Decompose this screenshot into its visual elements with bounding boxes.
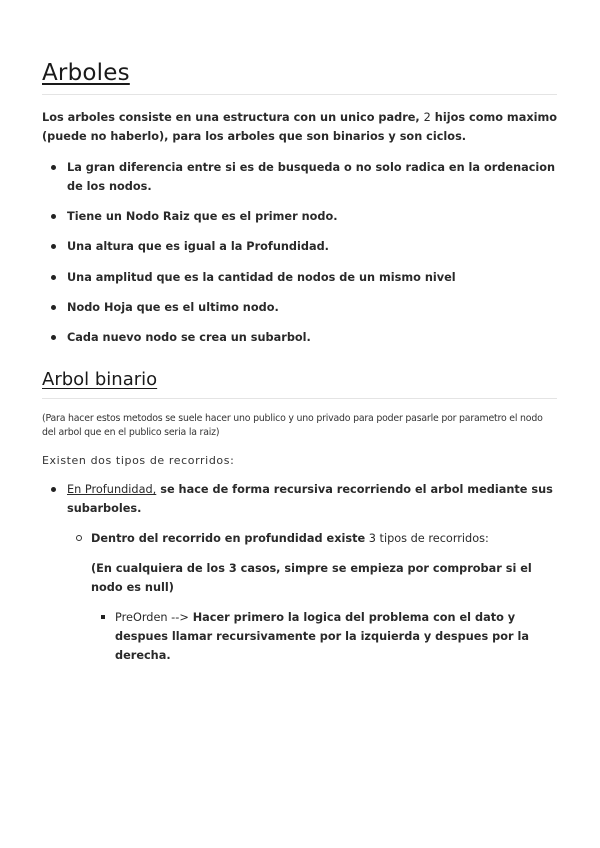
bullet-dot-icon <box>51 487 56 492</box>
preorden-description: Hacer primero la logica del problema con el dato y despues llamar recursivamente por la izquierda y despues por la derecha. <box>115 610 529 662</box>
intro-text-a: Los arboles consiste en una estructura con un unico padre, <box>42 111 424 124</box>
list-item <box>42 237 557 256</box>
intro-number: 2 <box>423 111 431 124</box>
list-item <box>42 328 557 347</box>
depth-description: se hace de forma recursiva recorriendo el arbol mediante sus subarboles. <box>67 482 553 515</box>
list-item <box>42 207 557 226</box>
intro-paragraph <box>42 108 557 146</box>
list-item-preorden <box>91 608 557 665</box>
null-check-note: (En cualquiera de los 3 casos, simpre se empieza por comprobar si el nodo es null) <box>91 561 532 594</box>
list-item-depth <box>42 480 557 665</box>
list-item-subtypes <box>67 529 557 665</box>
list-item <box>42 298 557 317</box>
list-item-text: Una amplitud que es la cantidad de nodos de un mismo nivel <box>67 270 456 284</box>
subtypes-plain: 3 tipos de recorridos: <box>365 531 489 545</box>
list-item-text: Nodo Hoja que es el ultimo nodo. <box>67 300 279 314</box>
intro-text-b: hijos como maximo (puede no haberlo), para los arboles que son binarios y son ciclos. <box>42 111 558 143</box>
bullet-dot-icon <box>51 305 56 310</box>
hollow-bullet-icon <box>76 535 82 541</box>
list-item-text: Cada nuevo nodo se crea un subarbol. <box>67 330 311 344</box>
bullet-dot-icon <box>51 214 56 219</box>
subtypes-bold: Dentro del recorrido en profundidad existe <box>91 531 366 545</box>
depth-sublist <box>67 529 557 665</box>
bullet-dot-icon <box>51 165 56 170</box>
square-bullet-icon <box>101 615 105 619</box>
bullet-dot-icon <box>51 275 56 280</box>
list-item-text: Una altura que es igual a la Profundidad. <box>67 240 329 254</box>
note-paragraph: (Para hacer estos metodos se suele hacer uno publico y uno privado para poder pasarle por parametro el nodo del arbol que en el publico seria la raiz) <box>42 412 543 438</box>
list-item-text: La gran diferencia entre si es de busqueda o no solo radica en la ordenacion de los nodos. <box>67 161 556 193</box>
depth-link[interactable]: En Profundidad, <box>67 482 157 496</box>
bullet-list <box>42 158 557 347</box>
list-item <box>42 158 557 196</box>
section-divider <box>42 398 557 399</box>
bullet-dot-icon <box>51 335 56 340</box>
preorden-label: PreOrden --> <box>115 610 189 624</box>
subtypes-list <box>91 608 557 665</box>
list-item <box>42 268 557 287</box>
bullet-dot-icon <box>51 244 56 249</box>
traversal-list <box>42 480 557 665</box>
title-divider <box>42 94 557 95</box>
document-page <box>42 58 557 665</box>
page-title: Arboles <box>42 60 130 86</box>
section-title: Arbol binario <box>42 368 158 390</box>
list-item-text: Tiene un Nodo Raiz que es el primer nodo. <box>67 210 338 224</box>
types-intro: Existen dos tipos de recorridos: <box>42 453 235 467</box>
